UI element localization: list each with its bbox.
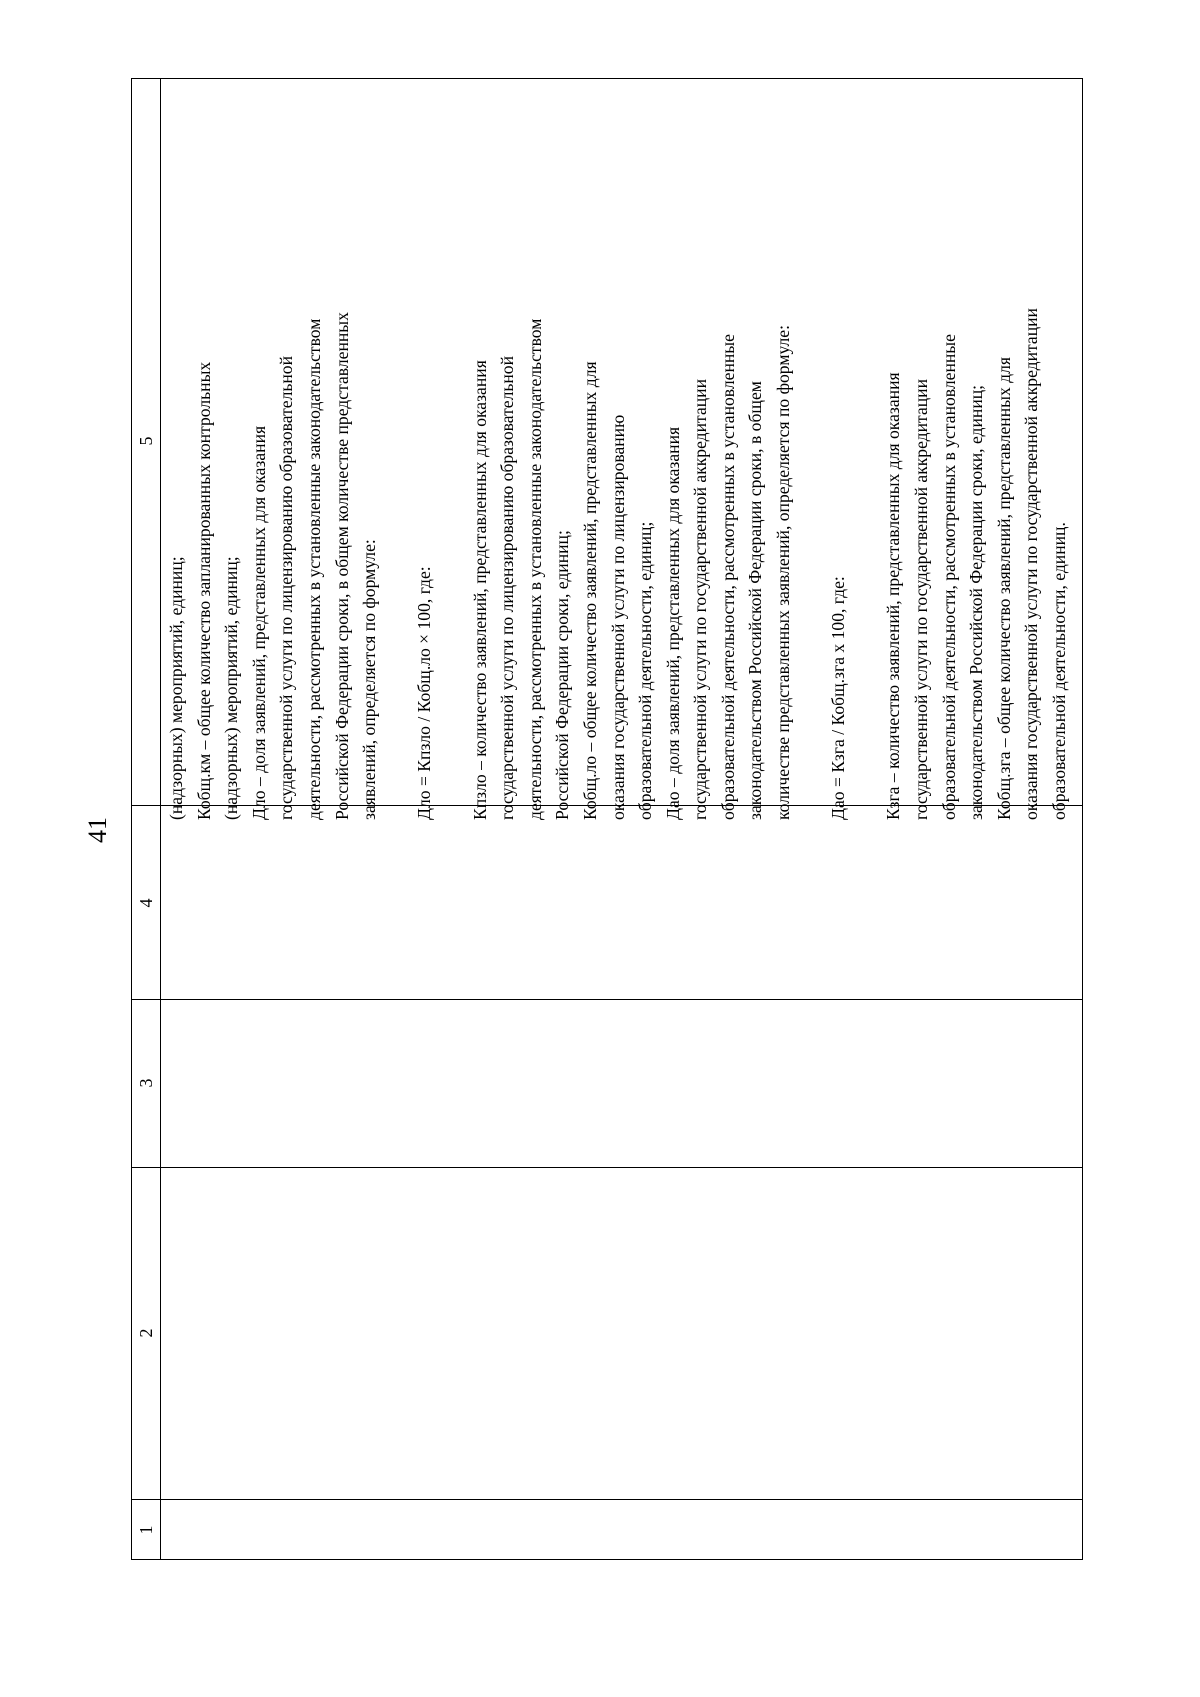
column-number-1: 1 bbox=[136, 1525, 156, 1535]
text-line: образовательной деятельности, единиц. bbox=[1049, 522, 1069, 820]
text-line: Кзга – количество заявлений, представленных для оказания bbox=[883, 372, 904, 820]
text-line: оказания государственной услуги по лицензированию bbox=[607, 414, 628, 820]
text-line: Дао – доля заявлений, представленных для оказания bbox=[662, 426, 683, 820]
text-line: Длo = Кпзло / Кобщ.ло × 100, где: bbox=[414, 566, 435, 820]
text-line: государственной услуги по лицензированию образовательной bbox=[276, 355, 297, 820]
text-line: Российской Федерации сроки, в общем количестве представленных bbox=[331, 312, 352, 820]
text-line: деятельности, рассмотренных в установленные законодательством bbox=[303, 318, 324, 820]
text-line: Длo – доля заявлений, представленных для оказания bbox=[248, 425, 269, 820]
text-line: Кобщ.км – общее количество запланированных контрольных bbox=[193, 361, 214, 820]
column-number-2: 2 bbox=[136, 1328, 156, 1338]
column-number-4: 4 bbox=[136, 898, 156, 908]
text-line: Кобщ.зга – общее количество заявлений, представленных для bbox=[993, 357, 1014, 820]
paragraph-gap bbox=[853, 84, 881, 820]
column-divider-4-3 bbox=[131, 999, 1083, 1000]
text-line: государственной услуги по государственной аккредитации bbox=[911, 378, 932, 820]
text-line: государственной услуги по лицензированию образовательной bbox=[497, 355, 518, 820]
text-line: (надзорных) мероприятий, единиц; bbox=[166, 556, 186, 820]
text-line: количестве представленных заявлений, определяется по формуле: bbox=[773, 325, 794, 820]
text-line: Кобщ.ло – общее количество заявлений, представленных для bbox=[579, 361, 600, 820]
column-divider-3-2 bbox=[131, 1167, 1083, 1168]
paragraph-gap bbox=[798, 84, 826, 820]
text-line: заявлений, определяется по формуле: bbox=[359, 539, 380, 820]
text-line: государственной услуги по государственной аккредитации bbox=[690, 378, 711, 820]
text-line: законодательством Российской Федерации сроки, в общем bbox=[745, 381, 766, 820]
text-line: Кпзло – количество заявлений, представленных для оказания bbox=[469, 360, 490, 820]
column-divider-2-1 bbox=[131, 1499, 1083, 1500]
text-line: Дао = Кзга / Кобщ.зга х 100, где: bbox=[828, 576, 849, 820]
paragraph-gap bbox=[384, 84, 412, 820]
text-line: Российской Федерации сроки, единиц; bbox=[552, 530, 573, 820]
text-line: образовательной деятельности, рассмотренных в установленные bbox=[717, 334, 738, 820]
paragraph-gap bbox=[439, 84, 467, 820]
text-line: деятельности, рассмотренных в установленные законодательством bbox=[524, 318, 545, 820]
text-line: законодательством Российской Федерации сроки, единиц; bbox=[966, 384, 987, 820]
text-line: образовательной деятельности, единиц; bbox=[635, 521, 656, 820]
text-line: образовательной деятельности, рассмотренных в установленные bbox=[938, 334, 959, 820]
page-number: 41 bbox=[83, 817, 112, 843]
column-number-3: 3 bbox=[136, 1078, 156, 1088]
text-line: оказания государственной услуги по государственной аккредитации bbox=[1021, 308, 1042, 820]
column-number-5: 5 bbox=[136, 436, 156, 446]
column-5-cell-text bbox=[163, 84, 1081, 820]
text-line: (надзорных) мероприятий, единиц; bbox=[221, 556, 242, 820]
